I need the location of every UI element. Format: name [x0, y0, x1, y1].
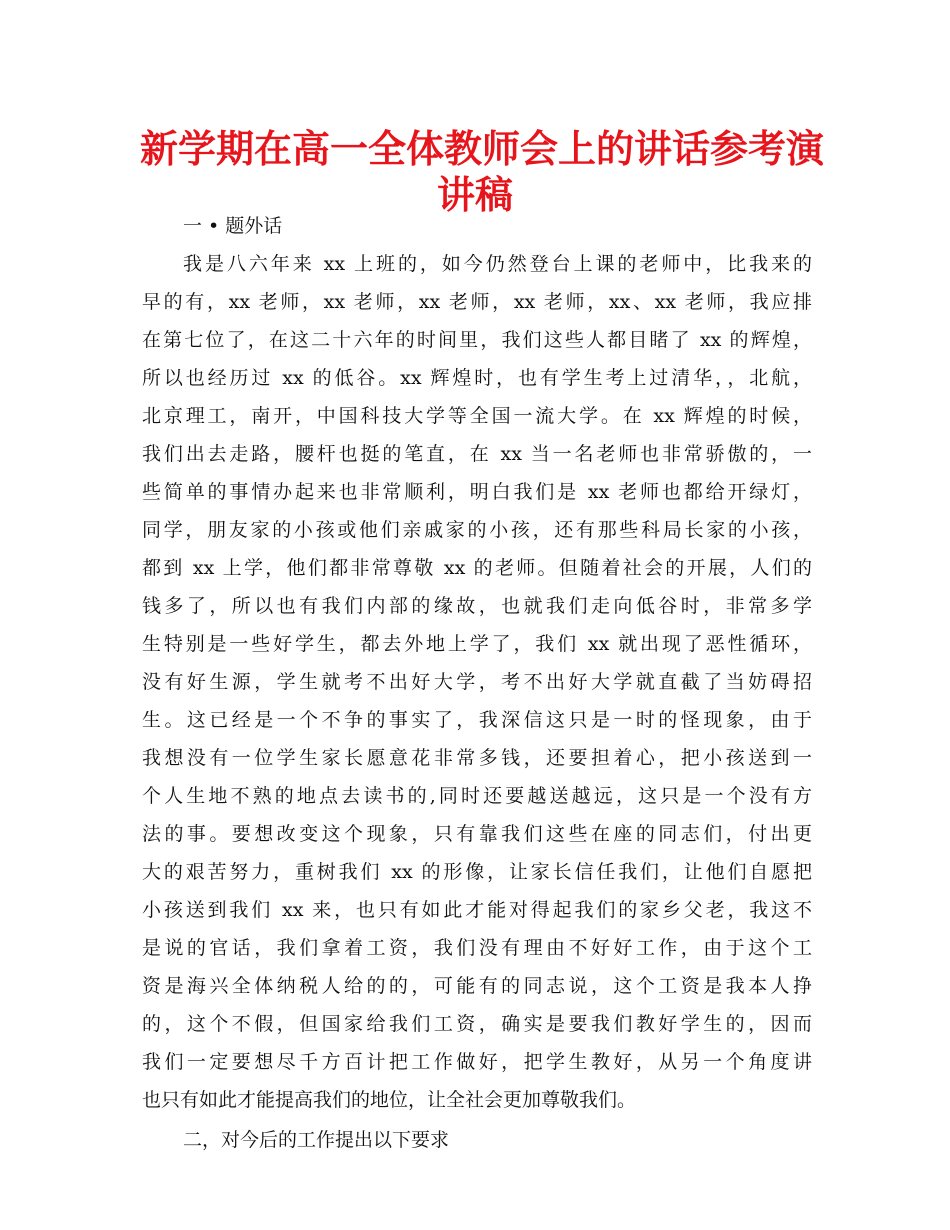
paragraph-line: 北京理工，南开，中国科技大学等全国一流大学。在 xx 辉煌的时候，: [142, 405, 812, 427]
paragraph-line: 都到 xx 上学，他们都非常尊敬 xx 的老师。但随着社会的开展，人们的: [142, 557, 812, 579]
document-title-line-1: 新学期在高一全体教师会上的讲话参考演: [140, 126, 825, 171]
paragraph-line: 没有好生源，学生就考不出好大学，考不出好大学就直截了当妨碍招: [142, 671, 812, 693]
paragraph-line: 些简单的事情办起来也非常顺利，明白我们是 xx 老师也都给开绿灯，: [142, 481, 812, 503]
paragraph-line: 的，这个不假，但国家给我们工资，确实是要我们教好学生的，因而: [142, 1013, 812, 1035]
paragraph-line: 钱多了，所以也有我们内部的缘故，也就我们走向低谷时，非常多学: [142, 595, 812, 617]
paragraph-line: 是说的官话，我们拿着工资，我们没有理由不好好工作，由于这个工: [142, 937, 812, 959]
paragraph-line: 生。这已经是一个不争的事实了，我深信这只是一时的怪现象，由于: [142, 709, 812, 731]
paragraph-line: 我想没有一位学生家长愿意花非常多钱，还要担着心，把小孩送到一: [142, 747, 812, 769]
paragraph-line: 我们一定要想尽千方百计把工作做好，把学生教好，从另一个角度讲: [142, 1051, 812, 1073]
paragraph-line: 所以也经历过 xx 的低谷。xx 辉煌时，也有学生考上过清华，，北航，: [142, 367, 812, 389]
paragraph-line: 我们出去走路，腰杆也挺的笔直，在 xx 当一名老师也非常骄傲的，一: [142, 443, 812, 465]
paragraph-line: 大的艰苦努力，重树我们 xx 的形像，让家长信任我们，让他们自愿把: [142, 861, 812, 883]
paragraph-line: 法的事。要想改变这个现象，只有靠我们这些在座的同志们，付出更: [142, 823, 812, 845]
section-1-heading: 一 • 题外话: [183, 215, 283, 237]
paragraph-line: 个人生地不熟的地点去读书的,同时还要越送越远，这只是一个没有方: [142, 785, 812, 807]
paragraph-line: 资是海兴全体纳税人给的的，可能有的同志说，这个工资是我本人挣: [142, 975, 812, 997]
paragraph-line: 也只有如此才能提高我们的地位，让全社会更加尊敬我们。: [142, 1089, 637, 1111]
document-title-line-2: 讲稿: [436, 172, 513, 217]
paragraph-line: 小孩送到我们 xx 来，也只有如此才能对得起我们的家乡父老，我这不: [142, 899, 812, 921]
section-2-heading: 二，对今后的工作提出以下要求: [183, 1129, 450, 1151]
paragraph-line: 生特别是一些好学生，都去外地上学了，我们 xx 就出现了恶性循环，: [142, 633, 812, 655]
paragraph-line: 早的有，xx 老师，xx 老师，xx 老师，xx 老师，xx、xx 老师，我应排: [142, 291, 812, 313]
paragraph-line: 我是八六年来 xx 上班的，如今仍然登台上课的老师中，比我来的: [183, 253, 812, 275]
paragraph-line: 在第七位了，在这二十六年的时间里，我们这些人都目睹了 xx 的辉煌，: [142, 329, 812, 351]
paragraph-line: 同学，朋友家的小孩或他们亲戚家的小孩，还有那些科局长家的小孩，: [142, 519, 812, 541]
